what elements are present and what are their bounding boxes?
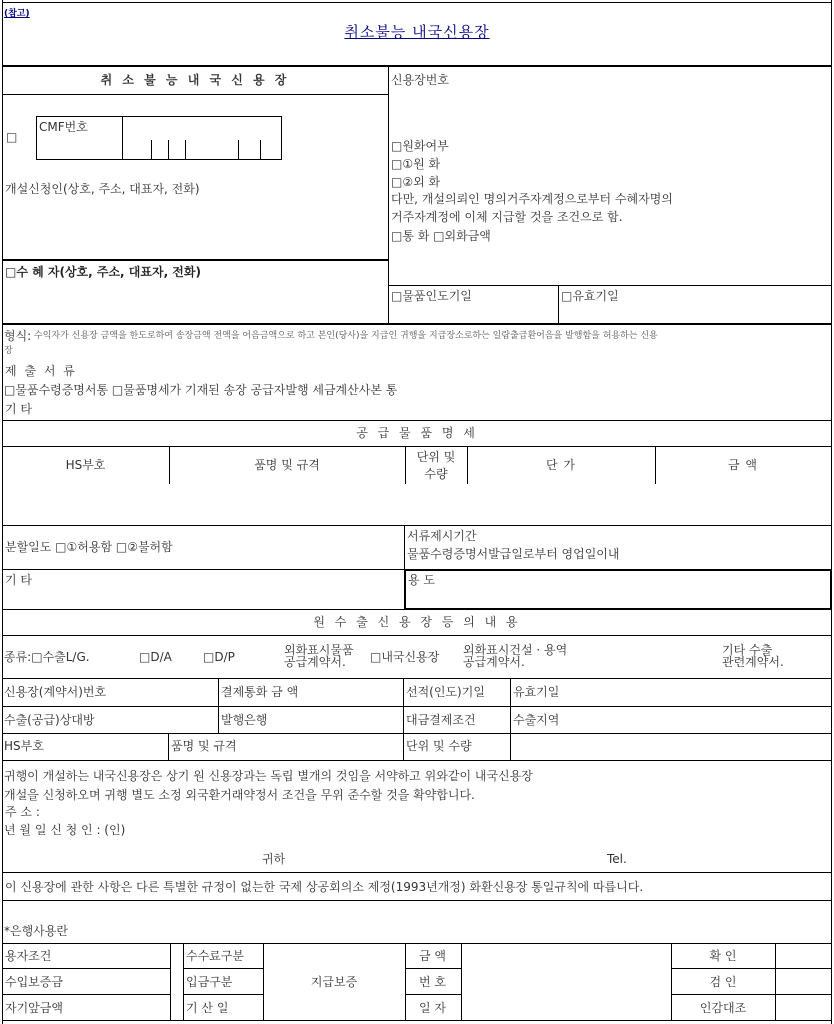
orig-col-divider [218, 678, 219, 733]
form-label: 형식: [4, 329, 32, 343]
orig-type-other[interactable]: 기타 수출 [722, 643, 773, 657]
form-other-label: 기 타 [5, 402, 32, 416]
orig-goods-name: 품명 및 규격 [171, 739, 237, 753]
bank-row-divider [405, 994, 461, 995]
cmf-tick [168, 140, 169, 160]
lc-number-label: 신용장번호 [391, 73, 449, 87]
orig-lc-title: 원 수 출 신 용 장 등 의 내 용 [313, 615, 521, 629]
bank-use-title: *은행사용란 [4, 924, 68, 938]
delivery-expiry-divider [558, 285, 559, 324]
docs-text: □물품수령증명서통 □물품명세가 기재된 송장 공급자발행 세금계산사본 통 [4, 383, 398, 397]
goods-col-amount: 금 액 [728, 458, 758, 472]
orig-type-construction-2: 공급계약서. [463, 655, 525, 669]
goods-bottom-border [2, 525, 832, 526]
shipment-bottom-border [2, 609, 832, 610]
shipment-other-label: 기 타 [5, 573, 32, 587]
bank-row-divider [183, 968, 263, 969]
lc-label-divider [2, 94, 388, 95]
goods-top-border [2, 420, 832, 421]
bank-col-divider [461, 943, 462, 1020]
bank-col-divider [405, 943, 406, 1020]
pledge-line: 귀행이 개설하는 내국신용장은 상기 원 신용장과는 독립 별개의 것임을 서약하고 위와같이 내국신용장 [4, 769, 533, 783]
cmf-tick [185, 140, 186, 160]
currency-note: 거주자계정에 이체 지급할 것을 조건으로 함. [391, 210, 623, 224]
reference-note: (참고) [4, 9, 30, 19]
orig-counterparty: 수출(공급)상대방 [4, 713, 95, 727]
orig-expiry-date: 유효기일 [513, 685, 560, 699]
bank-row-divider [183, 994, 263, 995]
goods-col-hs: HS부호 [65, 458, 106, 472]
lc-label: 취 소 불 능 내 국 신 용 장 [100, 73, 290, 87]
orig-col-divider [168, 733, 169, 760]
bank-row-divider [671, 968, 832, 969]
tel-label: Tel. [607, 852, 627, 866]
orig-hs-code: HS부호 [4, 739, 44, 753]
goods-col-price: 단 가 [546, 458, 576, 472]
bank-seal-check: 인감대조 [699, 1001, 747, 1015]
rules-bottom-border [2, 900, 832, 901]
top-border [2, 2, 832, 3]
goods-col-name: 품명 및 규격 [254, 458, 320, 472]
bank-number: 번 호 [419, 975, 446, 989]
frame-right-border [831, 0, 832, 1024]
cmf-label: CMF번호 [39, 120, 88, 134]
applicant-label: 개설신청인(상호, 주소, 대표자, 전화) [5, 182, 200, 196]
goods-header-top [2, 446, 832, 447]
ucp-rules-text: 이 신용장에 관한 사항은 다른 특별한 규정이 없는한 국제 상공회의소 제정(1993년개정) 화환신용장 통일규칙에 따릅니다. [5, 880, 644, 894]
currency-option[interactable]: □원화여부 [391, 139, 449, 153]
goods-col-unit: 단위 및 [416, 450, 456, 464]
bank-import-deposit: 수입보증금 [5, 975, 63, 989]
usage-box [404, 569, 832, 610]
bank-col-divider [183, 943, 184, 1020]
orig-title-divider [2, 635, 832, 636]
orig-issuing-bank: 발행은행 [221, 713, 268, 727]
lc-block-bottom [2, 323, 832, 325]
pledge-bottom-border [2, 872, 832, 873]
currency-option[interactable]: □②외 화 [391, 175, 441, 189]
bank-col-divider [170, 943, 171, 1020]
bank-row-divider [2, 994, 170, 995]
bank-deposit-type: 입금구분 [186, 975, 233, 989]
orig-currency-amount: 결제통화 금 액 [221, 685, 299, 699]
partial-shipment[interactable]: 분할일도 □①허용함 □②불허함 [5, 540, 173, 554]
orig-bottom-border [2, 760, 832, 761]
orig-type-da[interactable]: □D/A [139, 650, 172, 664]
usage-label: 용 도 [408, 573, 435, 587]
cmf-tick [238, 140, 239, 160]
bank-date: 일 자 [419, 1001, 446, 1015]
goods-title: 공 급 물 품 명 세 [356, 426, 478, 440]
applicant-divider [2, 259, 388, 261]
orig-type-goods[interactable]: 외화표시물품 [284, 643, 354, 657]
doc-period-text: 물품수령증명서발급일로부터 영업일이내 [407, 547, 620, 561]
bank-table-top [2, 943, 832, 944]
orig-row-divider [2, 706, 832, 707]
orig-shipment-date: 선적(인도)기일 [406, 685, 485, 699]
goods-col-unit-2: 수량 [424, 467, 448, 481]
addressee: 귀하 [262, 852, 286, 866]
doc-period-label: 서류제시기간 [407, 529, 477, 543]
bank-confirm: 확 인 [709, 949, 737, 963]
delivery-divider [388, 285, 832, 286]
beneficiary-label: □수 혜 자(상호, 주소, 대표자, 전화) [5, 265, 201, 279]
header-bottom-border [2, 65, 832, 67]
frame-left-border [2, 0, 3, 1024]
cmf-divider [122, 116, 123, 160]
orig-type-other-2: 관련계약서. [722, 655, 784, 669]
shipment-row-divider [2, 569, 405, 570]
bank-start-date: 기 산 일 [186, 1001, 229, 1015]
orig-type-export-lg[interactable]: 종류:□수출L/G. [4, 650, 90, 664]
bank-row-divider [2, 968, 170, 969]
applicant-address: 주 소 : [5, 805, 40, 819]
orig-type-local-lc[interactable]: □내국신용장 [370, 650, 440, 664]
form-text-cont: 장 [4, 346, 13, 356]
expiry-label[interactable]: □유효기일 [561, 289, 619, 303]
bank-inspect: 검 인 [709, 975, 737, 989]
date-applicant: 년 월 일 신 청 인 : (인) [4, 823, 126, 837]
orig-row-divider [2, 733, 832, 734]
orig-type-dp[interactable]: □D/P [203, 650, 235, 664]
orig-export-region: 수출지역 [513, 713, 560, 727]
bank-payment-guarantee: 지급보증 [310, 975, 358, 989]
cmf-tick [260, 140, 261, 160]
orig-type-goods-2: 공급계약서. [284, 655, 346, 669]
orig-type-construction[interactable]: 외화표시건설 · 용역 [463, 643, 568, 657]
orig-col-divider [403, 678, 404, 760]
bank-table-bottom [2, 1020, 832, 1021]
bank-cashier-amount: 자기앞금액 [5, 1001, 63, 1015]
delivery-date-label[interactable]: □물품인도기일 [391, 289, 472, 303]
applicant-checkbox[interactable]: □ [6, 130, 18, 144]
page-title: 취소불능 내국신용장 [344, 23, 490, 41]
orig-type-divider [2, 678, 832, 679]
currency-note: 다만, 개설의뢰인 명의거주자계정으로부터 수혜자명의 [391, 192, 673, 206]
bank-fee-type: 수수료구분 [186, 949, 244, 963]
pledge-line: 개설을 신청하오며 귀행 별도 소정 외국환거래약정서 조건을 무위 준수할 것을 확약합니다. [4, 788, 475, 802]
cmf-tick [151, 140, 152, 160]
currency-option[interactable]: □①원 화 [391, 157, 441, 171]
bank-col-divider [775, 943, 776, 1020]
form-text: 수익자가 신용장 금액을 한도로하여 송장금액 전액을 어음금액으로 하고 본인(당사)을 지급인 귀행을 지급장소로하는 일람출급환어음을 발행함을 허용하는 신용 [34, 331, 658, 341]
bank-amount: 금 액 [419, 949, 446, 963]
currency-amount-option[interactable]: □통 화 □외화금액 [391, 229, 491, 243]
bank-loan-terms: 용자조건 [5, 949, 52, 963]
orig-col-divider [510, 678, 511, 760]
bank-row-divider [405, 968, 461, 969]
orig-unit-qty: 단위 및 수량 [406, 739, 472, 753]
orig-payment-terms: 대금결제조건 [406, 713, 476, 727]
bank-row-divider [671, 994, 832, 995]
docs-title: 제 출 서 류 [5, 364, 77, 378]
orig-lc-number: 신용장(계약서)번호 [4, 685, 107, 699]
